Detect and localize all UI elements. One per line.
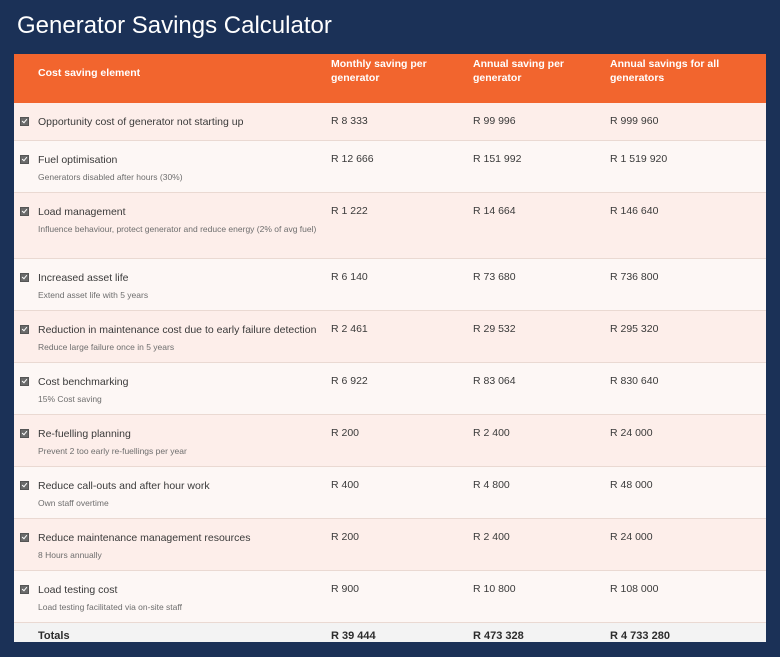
annual-saving-cell: R 14 664 [473,204,516,217]
checkbox-cell [14,140,38,192]
checkbox-cell [14,414,38,466]
annual-saving-cell: R 4 800 [473,478,510,491]
annual-savings-all-cell: R 24 000 [610,530,653,543]
cost-element-description: Load testing facilitated via on-site staff [38,601,182,612]
checkbox-cell [14,362,38,414]
cost-element-label: Load testing cost [38,583,118,596]
table-row [14,140,766,192]
cost-element-label: Reduction in maintenance cost due to early failure detection [38,323,317,336]
checkbox-checked-icon[interactable] [20,429,29,438]
savings-table-panel [14,54,766,642]
table-row [14,466,766,518]
monthly-saving-cell: R 6 140 [331,270,368,283]
annual-savings-all-cell: R 999 960 [610,115,659,127]
annual-savings-all-cell: R 48 000 [610,478,653,491]
cost-element-cell [38,518,331,570]
cost-element-cell [38,258,331,310]
checkbox-cell [14,192,38,258]
checkbox-checked-icon[interactable] [20,585,29,594]
cost-element-description: Extend asset life with 5 years [38,289,149,300]
totals-annual: R 473 328 [473,622,610,642]
annual-saving-cell: R 2 400 [473,530,510,543]
annual-savings-all-cell: R 736 800 [610,270,659,283]
cost-element-label: Fuel optimisation [38,153,118,166]
annual-saving-cell: R 29 532 [473,322,516,335]
table-header-row [14,54,766,103]
column-header-element: Cost saving element [14,54,331,103]
checkbox-cell [14,518,38,570]
totals-monthly: R 39 444 [331,622,473,642]
checkbox-checked-icon[interactable] [20,117,29,126]
cost-element-cell [38,466,331,518]
cost-element-description: 15% Cost saving [38,393,102,404]
annual-savings-all-cell: R 24 000 [610,426,653,439]
totals-annual-all: R 4 733 280 [610,622,766,642]
table-row [14,258,766,310]
cost-element-description: Influence behaviour, protect generator and reduce energy (2% of avg fuel) [38,223,317,234]
column-header-annual: Annual saving per generator [473,54,610,103]
annual-savings-all-cell: R 295 320 [610,322,659,335]
column-header-annual-all: Annual savings for all generators [610,54,766,103]
cost-element-description: Reduce large failure once in 5 years [38,341,175,352]
annual-saving-cell: R 2 400 [473,426,510,439]
monthly-saving-cell: R 1 222 [331,204,368,217]
totals-label: Totals [38,622,331,642]
cost-element-description: Prevent 2 too early re-fuellings per year [38,445,187,456]
checkbox-cell [14,570,38,622]
checkbox-checked-icon[interactable] [20,325,29,334]
savings-table [14,54,766,642]
table-row [14,362,766,414]
cost-element-cell [38,103,331,140]
checkbox-checked-icon[interactable] [20,377,29,386]
annual-savings-all-cell: R 830 640 [610,374,659,387]
annual-saving-cell: R 10 800 [473,582,516,595]
cost-element-cell [38,310,331,362]
checkbox-checked-icon[interactable] [20,533,29,542]
checkbox-cell [14,103,38,140]
cost-element-cell [38,570,331,622]
table-row [14,103,766,140]
table-row [14,414,766,466]
checkbox-checked-icon[interactable] [20,155,29,164]
annual-saving-cell: R 73 680 [473,270,516,283]
checkbox-cell [14,258,38,310]
checkbox-checked-icon[interactable] [20,207,29,216]
cost-element-label: Increased asset life [38,271,129,284]
monthly-saving-cell: R 200 [331,426,360,439]
annual-saving-cell: R 151 992 [473,152,522,165]
cost-element-description: Generators disabled after hours (30%) [38,171,183,182]
checkbox-cell [14,466,38,518]
annual-saving-cell: R 99 996 [473,115,516,127]
totals-row [14,622,766,642]
column-header-monthly: Monthly saving per generator [331,54,473,103]
table-row [14,192,766,258]
annual-savings-all-cell: R 108 000 [610,582,659,595]
cost-element-cell [38,414,331,466]
page-title: Generator Savings Calculator [17,12,332,39]
annual-saving-cell: R 83 064 [473,374,516,387]
table-row [14,518,766,570]
monthly-saving-cell: R 8 333 [331,115,368,127]
monthly-saving-cell: R 12 666 [331,152,374,165]
cost-element-label: Opportunity cost of generator not starting up [38,116,244,128]
checkbox-checked-icon[interactable] [20,481,29,490]
cost-element-label: Re-fuelling planning [38,427,131,440]
cost-element-description: Own staff overtime [38,497,109,508]
annual-savings-all-cell: R 146 640 [610,204,659,217]
monthly-saving-cell: R 400 [331,478,360,491]
monthly-saving-cell: R 2 461 [331,322,368,335]
annual-savings-all-cell: R 1 519 920 [610,152,668,165]
cost-element-cell [38,140,331,192]
checkbox-cell [14,310,38,362]
table-row [14,310,766,362]
monthly-saving-cell: R 900 [331,582,360,595]
cost-element-label: Load management [38,205,126,218]
checkbox-checked-icon[interactable] [20,273,29,282]
cost-element-cell [38,192,331,258]
monthly-saving-cell: R 200 [331,530,360,543]
cost-element-label: Reduce maintenance management resources [38,531,251,544]
cost-element-description: 8 Hours annually [38,549,102,560]
cost-element-label: Reduce call-outs and after hour work [38,479,210,492]
cost-element-label: Cost benchmarking [38,375,129,388]
table-row [14,570,766,622]
monthly-saving-cell: R 6 922 [331,374,368,387]
cost-element-cell [38,362,331,414]
